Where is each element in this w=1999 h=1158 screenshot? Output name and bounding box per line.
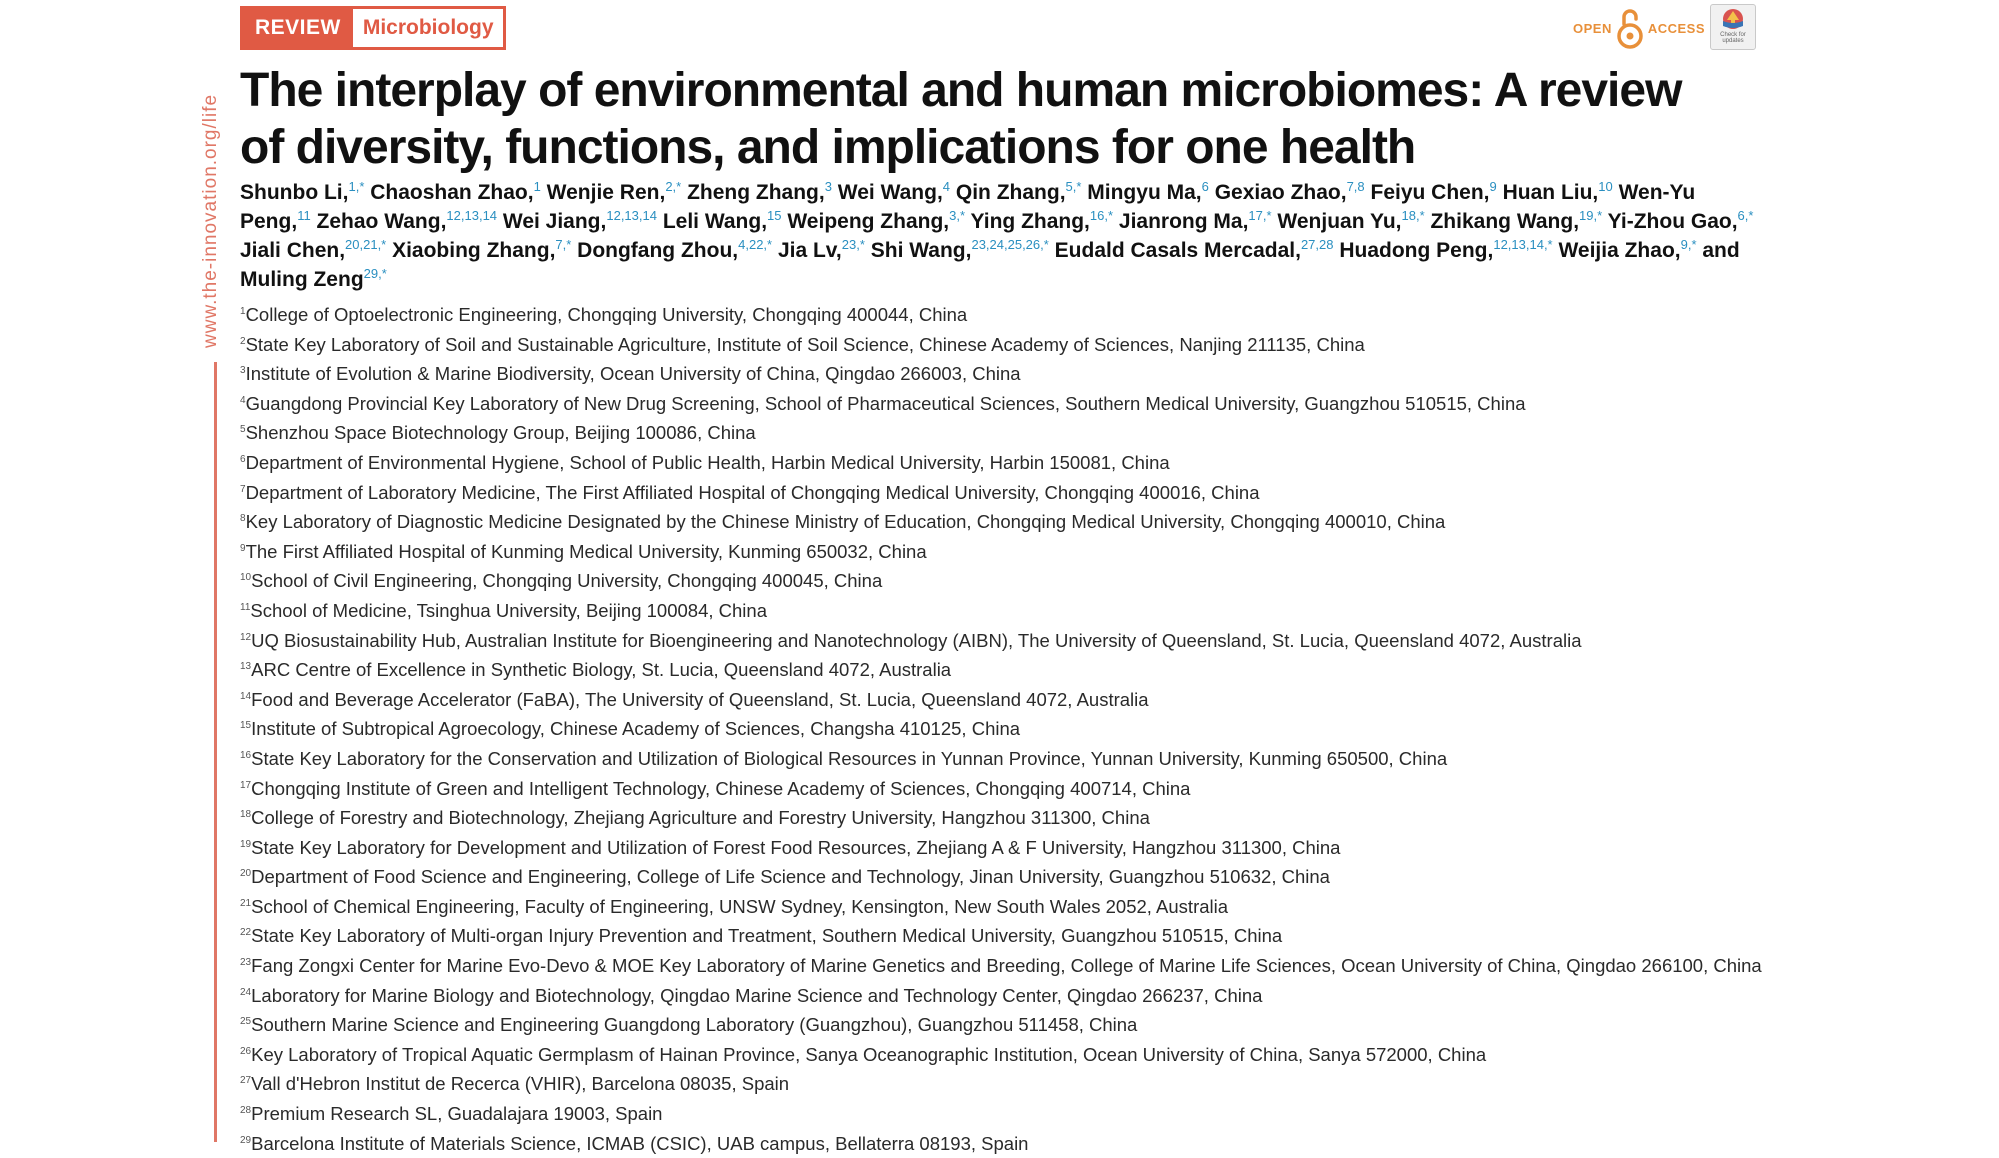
affiliation-item — [240, 951, 1780, 981]
affiliation-item — [240, 330, 1780, 360]
affiliation-item — [240, 892, 1780, 922]
author-name: Mingyu Ma, — [1087, 181, 1202, 204]
affiliation-number: 25 — [240, 1016, 252, 1028]
author[interactable] — [1371, 181, 1497, 204]
author-name: Leli Wang, — [662, 210, 768, 233]
author[interactable] — [240, 239, 386, 262]
author-name: Ying Zhang, — [970, 210, 1090, 233]
affiliation-item — [240, 803, 1780, 833]
affiliation-item — [240, 448, 1780, 478]
author-affiliation-ref[interactable]: 16,* — [1089, 208, 1114, 223]
author-name: Huadong Peng, — [1339, 239, 1494, 262]
affiliation-item — [240, 685, 1780, 715]
affiliation-text: College of Optoelectronic Engineering, Chongqing University, Chongqing 400044, China — [245, 304, 968, 325]
author-affiliation-ref[interactable]: 23,24,25,26,* — [971, 237, 1049, 252]
affiliation-item — [240, 1069, 1780, 1099]
author[interactable] — [1608, 210, 1754, 233]
affiliation-text: Key Laboratory of Diagnostic Medicine Designated by the Chinese Ministry of Education, Chongqing Medical University, Chongqing 400010, China — [245, 511, 1446, 533]
author-affiliation-ref[interactable]: 2,* — [665, 179, 682, 194]
author-name: Dongfang Zhou, — [577, 239, 739, 262]
author[interactable] — [392, 239, 571, 262]
author[interactable] — [240, 181, 364, 204]
author[interactable] — [503, 210, 657, 233]
affiliation-number: 13 — [240, 660, 252, 672]
author[interactable] — [663, 210, 782, 233]
affiliation-number: 6 — [240, 453, 246, 465]
affiliation-number: 1 — [240, 305, 246, 317]
affiliation-text: School of Medicine, Tsinghua University, Beijing 100084, China — [250, 599, 767, 621]
author-affiliation-ref[interactable]: 18,* — [1401, 208, 1425, 223]
author-name: Chaoshan Zhao, — [370, 181, 534, 204]
author-name: Eudald Casals Mercadal, — [1054, 239, 1301, 262]
affiliation-item — [240, 655, 1780, 685]
author[interactable] — [956, 181, 1082, 204]
author-affiliation-ref[interactable]: 19,* — [1579, 208, 1603, 223]
author-name: Shunbo Li, — [240, 181, 349, 204]
author-affiliation-ref[interactable]: 27,28 — [1300, 237, 1334, 252]
affiliation-text: Department of Laboratory Medicine, The First Affiliated Hospital of Chongqing Medical University, Chongqing 400016, China — [245, 481, 1260, 503]
affiliation-text: Premium Research SL, Guadalajara 19003, Spain — [251, 1103, 663, 1125]
author-affiliation-ref[interactable]: 3 — [824, 179, 832, 194]
affiliation-item — [240, 1010, 1780, 1040]
review-label: REVIEW — [243, 9, 353, 47]
affiliation-item — [240, 537, 1780, 567]
affiliation-item — [240, 833, 1780, 863]
affiliation-number: 11 — [240, 601, 251, 613]
author[interactable] — [1558, 239, 1696, 262]
affiliation-text: Southern Marine Science and Engineering Guangdong Laboratory (Guangzhou), Guangzhou 511458, China — [251, 1014, 1138, 1036]
affiliation-text: The First Affiliated Hospital of Kunming Medical University, Kunming 650032, China — [245, 540, 927, 562]
affiliation-text: State Key Laboratory of Soil and Sustainable Agriculture, Institute of Soil Science, Chinese Academy of Sciences, Nanjing 211135, China — [245, 333, 1365, 355]
author-affiliation-ref[interactable]: 9,* — [1680, 237, 1697, 252]
author-affiliation-ref[interactable]: 5,* — [1065, 179, 1082, 194]
author-affiliation-ref[interactable]: 4 — [942, 179, 951, 194]
author-affiliation-ref[interactable]: 17,* — [1248, 208, 1272, 223]
author-affiliation-ref[interactable]: 6 — [1201, 179, 1209, 194]
journal-url[interactable]: www.the-innovation.org/life — [200, 93, 221, 348]
affiliation-text: State Key Laboratory for Development and Utilization of Forest Food Resources, Zhejiang A & F University, Hangzhou 311300, China — [251, 836, 1341, 858]
author-affiliation-ref[interactable]: 1 — [533, 179, 541, 194]
affiliation-number: 21 — [240, 897, 252, 909]
affiliation-item — [240, 359, 1780, 389]
affiliation-text: Institute of Subtropical Agroecology, Chinese Academy of Sciences, Changsha 410125, China — [251, 718, 1021, 740]
author[interactable] — [577, 239, 772, 262]
affiliation-item — [240, 566, 1780, 596]
author[interactable] — [1119, 210, 1272, 233]
author[interactable] — [317, 210, 498, 233]
affiliation-text: Barcelona Institute of Materials Science, ICMAB (CSIC), UAB campus, Bellaterra 08193, Spain — [251, 1132, 1029, 1154]
affiliation-number: 9 — [240, 542, 246, 554]
affiliation-item — [240, 981, 1780, 1011]
author[interactable] — [1215, 181, 1365, 204]
affiliation-number: 17 — [240, 779, 252, 791]
author-name: Wei Jiang, — [502, 210, 607, 233]
author-affiliation-ref[interactable]: 10 — [1598, 179, 1613, 194]
affiliation-text: Shenzhou Space Biotechnology Group, Beijing 100086, China — [245, 422, 756, 444]
author[interactable] — [1503, 181, 1613, 204]
affiliation-text: ARC Centre of Excellence in Synthetic Biology, St. Lucia, Queensland 4072, Australia — [251, 659, 952, 681]
author[interactable] — [370, 181, 541, 204]
affiliation-text: Institute of Evolution & Marine Biodiversity, Ocean University of China, Qingdao 266003, China — [245, 363, 1021, 385]
affiliation-text: Fang Zongxi Center for Marine Evo-Devo & MOE Key Laboratory of Marine Genetics and Breeding, College of Marine Life Sciences, Ocean University of China, Qingdao 266100, China — [251, 955, 1762, 977]
affiliation-item — [240, 300, 1780, 330]
author[interactable] — [1277, 210, 1424, 233]
affiliation-item — [240, 744, 1780, 774]
affiliation-number: 22 — [240, 927, 252, 939]
affiliation-item — [240, 596, 1780, 626]
open-access-right-text: ACCESS — [1647, 20, 1706, 36]
author-list — [240, 178, 1770, 294]
author-name: and Muling Zeng — [240, 239, 1740, 291]
affiliation-text: Chongqing Institute of Green and Intelligent Technology, Chinese Academy of Sciences, Chongqing 400714, China — [251, 777, 1191, 799]
affiliation-number: 24 — [240, 986, 252, 998]
affiliation-item — [240, 478, 1780, 508]
author-affiliation-ref[interactable]: 7,* — [555, 237, 572, 252]
author-affiliation-ref[interactable]: 4,22,* — [738, 237, 773, 252]
check-for-updates-label: Check for updates — [1720, 32, 1746, 44]
affiliation-list — [240, 300, 1780, 1158]
author-name: Jianrong Ma, — [1118, 210, 1249, 233]
author-name: Weipeng Zhang, — [787, 210, 950, 233]
affiliation-text: UQ Biosustainability Hub, Australian Institute for Bioengineering and Nanotechnology (AIBN), The University of Queensland, St. Lucia, Queensland 4072, Australia — [251, 629, 1582, 651]
affiliation-number: 14 — [240, 690, 252, 702]
affiliation-number: 10 — [240, 572, 252, 584]
author[interactable] — [1087, 181, 1209, 204]
author-name: Wei Wang, — [837, 181, 943, 204]
author-affiliation-ref[interactable]: 11 — [297, 208, 311, 223]
author-name: Jiali Chen, — [240, 239, 346, 262]
author-affiliation-ref[interactable]: 12,13,14 — [606, 208, 657, 223]
affiliation-number: 3 — [240, 365, 246, 377]
affiliation-text: Food and Beverage Accelerator (FaBA), The University of Queensland, St. Lucia, Queensland 4072, Australia — [251, 688, 1149, 710]
author-affiliation-ref[interactable]: 1,* — [348, 179, 365, 194]
author[interactable] — [838, 181, 950, 204]
author-name: Feiyu Chen, — [1370, 181, 1490, 204]
author-affiliation-ref[interactable]: 20,21,* — [345, 237, 387, 252]
affiliation-number: 20 — [240, 868, 252, 880]
author-name: Gexiao Zhao, — [1214, 181, 1347, 204]
article-type-tag — [240, 6, 506, 50]
author[interactable] — [1430, 210, 1602, 233]
author[interactable] — [787, 210, 965, 233]
affiliation-text: Guangdong Provincial Key Laboratory of New Drug Screening, School of Pharmaceutical Sciences, Southern Medical University, Guangzhou 510515, China — [245, 392, 1526, 414]
affiliation-item — [240, 921, 1780, 951]
affiliation-item — [240, 507, 1780, 537]
author-affiliation-ref[interactable]: 7,8 — [1346, 179, 1365, 194]
affiliation-text: Department of Food Science and Engineering, College of Life Science and Technology, Jinan University, Guangzhou 510632, China — [251, 866, 1330, 888]
affiliation-text: Department of Environmental Hygiene, School of Public Health, Harbin Medical University, Harbin 150081, China — [245, 451, 1170, 473]
affiliation-text: College of Forestry and Biotechnology, Zhejiang Agriculture and Forestry University, Hangzhou 311300, China — [251, 807, 1150, 829]
author[interactable] — [871, 239, 1049, 262]
affiliation-number: 26 — [240, 1045, 252, 1057]
affiliation-number: 29 — [240, 1134, 252, 1146]
author-name: Xiaobing Zhang, — [392, 239, 556, 262]
article-title: The interplay of environmental and human microbiomes: A review of diversity, functions, and implications for one health — [240, 64, 1682, 174]
author[interactable] — [687, 181, 832, 204]
affiliation-number: 19 — [240, 838, 252, 850]
affiliation-text: School of Civil Engineering, Chongqing University, Chongqing 400045, China — [251, 570, 883, 592]
author-name: Wenjie Ren, — [546, 181, 666, 204]
author-name: Yi-Zhou Gao, — [1607, 210, 1738, 233]
affiliation-item — [240, 862, 1780, 892]
affiliation-item — [240, 1040, 1780, 1070]
author-name: Weijia Zhao, — [1558, 239, 1681, 262]
open-access-badge[interactable] — [1573, 6, 1705, 50]
open-access-left-text: OPEN — [1573, 20, 1612, 36]
author-name: Zheng Zhang, — [687, 181, 825, 204]
author-name: Jia Lv, — [777, 239, 842, 262]
check-for-updates-button[interactable] — [1710, 4, 1756, 50]
author-name: Shi Wang, — [870, 239, 972, 262]
affiliation-number: 27 — [240, 1075, 252, 1087]
affiliation-text: Key Laboratory of Tropical Aquatic Germplasm of Hainan Province, Sanya Oceanographic Institution, Ocean University of China, Sanya 572000, China — [251, 1043, 1487, 1065]
affiliation-text: Vall d'Hebron Institut de Recerca (VHIR), Barcelona 08035, Spain — [251, 1073, 790, 1095]
author-affiliation-ref[interactable]: 23,* — [841, 237, 865, 252]
author-affiliation-ref[interactable]: 12,13,14,* — [1493, 237, 1553, 252]
affiliation-text: Laboratory for Marine Biology and Biotechnology, Qingdao Marine Science and Technology Center, Qingdao 266237, China — [251, 984, 1263, 1006]
affiliation-text: State Key Laboratory for the Conservation and Utilization of Biological Resources in Yunnan Province, Yunnan University, Kunming 650500, China — [251, 747, 1448, 769]
author-name: Wen-Yu Peng, — [240, 181, 1696, 233]
author[interactable] — [1339, 239, 1552, 262]
author-affiliation-ref[interactable]: 9 — [1489, 179, 1497, 194]
side-rule — [214, 362, 217, 1142]
affiliation-text: State Key Laboratory of Multi-organ Injury Prevention and Treatment, Southern Medical University, Guangzhou 510515, China — [251, 925, 1283, 947]
author[interactable] — [971, 210, 1114, 233]
affiliation-number: 12 — [240, 631, 252, 643]
affiliation-item — [240, 1099, 1780, 1129]
author-name: Qin Zhang, — [955, 181, 1066, 204]
affiliation-item — [240, 1129, 1780, 1158]
author[interactable] — [547, 181, 682, 204]
topic-label[interactable]: Microbiology — [362, 16, 494, 39]
affiliation-number: 7 — [240, 483, 246, 495]
author-name: Wenjuan Yu, — [1277, 210, 1402, 233]
affiliation-number: 15 — [240, 720, 252, 732]
author-affiliation-ref[interactable]: 3,* — [949, 208, 966, 223]
affiliation-text: School of Chemical Engineering, Faculty of Engineering, UNSW Sydney, Kensington, New South Wales 2052, Australia — [251, 895, 1229, 917]
author-affiliation-ref[interactable]: 29,* — [363, 266, 387, 281]
affiliation-item — [240, 418, 1780, 448]
open-access-lock-icon — [1616, 6, 1644, 50]
affiliation-number: 5 — [240, 424, 246, 436]
author-name: Zehao Wang, — [316, 210, 447, 233]
affiliation-number: 16 — [240, 749, 252, 761]
affiliation-number: 2 — [240, 335, 246, 347]
affiliation-number: 28 — [240, 1104, 252, 1116]
author-affiliation-ref[interactable]: 12,13,14 — [446, 208, 498, 223]
affiliation-item — [240, 389, 1780, 419]
author[interactable] — [778, 239, 865, 262]
check-for-updates-icon — [1721, 8, 1745, 30]
affiliation-item — [240, 714, 1780, 744]
author-affiliation-ref[interactable]: 15 — [767, 208, 782, 223]
affiliation-item — [240, 774, 1780, 804]
affiliation-number: 8 — [240, 513, 246, 524]
author-name: Zhikang Wang, — [1430, 210, 1580, 233]
author-name: Huan Liu, — [1502, 181, 1599, 204]
affiliation-item — [240, 626, 1780, 656]
author[interactable] — [1055, 239, 1334, 262]
affiliation-number: 23 — [240, 956, 252, 968]
affiliation-number: 4 — [240, 394, 246, 406]
affiliation-number: 18 — [240, 808, 252, 820]
author-affiliation-ref[interactable]: 6,* — [1737, 208, 1754, 223]
